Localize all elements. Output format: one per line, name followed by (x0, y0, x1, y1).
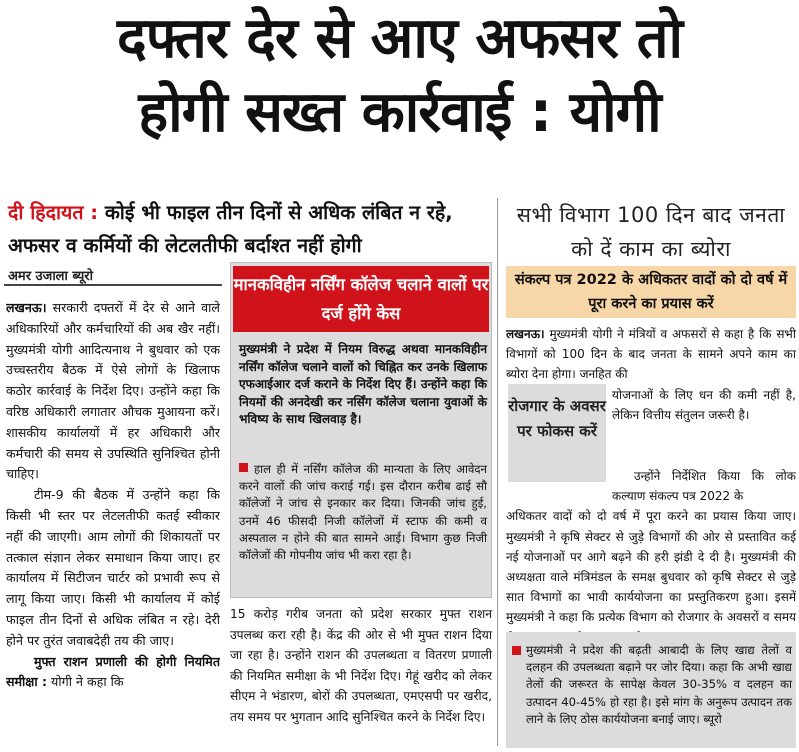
right-story-paragraph-2 (506, 466, 796, 648)
headline-line-1: दफ्तर देर से आए अफसर तो (116, 6, 683, 71)
deck (8, 196, 490, 262)
main-dateline: लखनऊ। (6, 300, 47, 315)
main-story-column (6, 298, 220, 748)
right-dateline: लखनऊ। (506, 327, 545, 341)
main-subheading: मुफ्त राशन प्रणाली की होगी नियमित समीक्षा : (6, 653, 220, 690)
pullquote-box: रोजगार के अवसर पर फोकस करें (508, 384, 606, 482)
right-story-subheading: संकल्प पत्र 2022 के अधिकतर वादों को दो वर्ष में पूरा करने का प्रयास करें (506, 266, 796, 318)
headline-line-2: होगी सख्त कार्रवाई : योगी (138, 80, 661, 145)
byline-rule (4, 284, 222, 286)
right-story-heading: सभी विभाग 100 दिन बाद जनता को दें काम का ब्योरा (516, 203, 786, 261)
bullet-square-icon (512, 646, 521, 655)
nursing-box-bullet (239, 461, 487, 564)
right-paragraph-1-text: मुख्यमंत्री योगी ने मंत्रियों व अफसरों से कहा है कि सभी विभागों को 100 दिन के बाद जनता के सामने अपने काम का ब्योरा देना होगा। जनहित की (506, 327, 796, 382)
oilseed-box-text: मुख्यमंत्री ने प्रदेश की बढ़ती आबादी के लिए खाद्य तेलों व दलहन की उपलब्धता बढ़ाने पर जोर दिया। कहा कि अभी खाद्य तेलों की जरूरत के सापेक्ष केवल 30-35% व दलहन का उत्पादन 40-45% हो रहा है। इसे मांग के अनुरूप उत्पादन तक लाने के लिए ठोस कार्ययोजना बनाई जाए। ब्यूरो (526, 643, 792, 726)
right-paragraph-2-text: अधिकतर वादों को दो वर्ष में पूरा करने का प्रयास किया जाए। मुख्यमंत्री ने कृषि सेक्टर से जुड़े विभागों की ओर से प्रस्तावित कई नई योजनाओं पर आगे बढ़ने की हरी झंडी दे दी है। मुख्यमंत्री की अध्यक्षता वाले मंत्रिमंडल के समक्ष बुधवार को कृषि सेक्टर से जुड़े सात विभागों का भावी कार्ययोजना का प्रस्तुतिकरण हुआ। इसमें मुख्यमंत्री ने कहा कि प्रत्येक विभाग को रोजगार के अवसरों व समय (506, 509, 796, 625)
bullet-square-icon (239, 463, 248, 472)
oilseed-box (506, 632, 796, 748)
nursing-box-bullet-text: हाल ही में नर्सिंग कॉलेज की मान्यता के लिए आवेदन करने वालों की जांच कराई गई। इस दौरान करीब ढाई सौ कॉलेजों ने जांच से इनकार कर दिया। जिनकी जांच हुई, उनमें 46 फीसदी निजी कॉलेजों में स्टाफ की कमी व अस्पताल न होने की बात सामने आई। विभाग कुछ निजी कॉलेजों की गोपनीय जांच भी करा रहा है। (239, 462, 487, 563)
main-story-continued: 15 करोड़ गरीब जनता को प्रदेश सरकार मुफ्त राशन उपलब्ध करा रही है। केंद्र की ओर से भी मुफ्त राशन दिया जा रहा है। उन्होंने राशन की उपलब्धता व वितरण प्रणाली की नियमित समीक्षा के भी निर्देश दिए। गेहूं खरीद को लेकर सीएम ने भंडारण, बोरों की उपलब्धता, एमएसपी पर खरीद, तय समय पर भुगतान आदि सुनिश्चित करने के निर्देश दिए। (230, 607, 492, 724)
deck-text: कोई भी फाइल तीन दिनों से अधिक लंबित न रहे, अफसर व कर्मियों की लेटलतीफी बर्दाश्त नहीं होगी (8, 201, 453, 257)
right-paragraph-1-narrow: योजनाओं के लिए धन की कमी नहीं है, लेकिन वित्तीय संतुलन जरूरी है। (612, 387, 796, 422)
nursing-box-lead: मुख्यमंत्री ने प्रदेश में नियम विरुद्ध अथवा मानकविहीन नर्सिंग कॉलेज चलाने वालों को चिह्नित कर उनके खिलाफ एफआईआर दर्ज कराने के निर्देश दिए हैं। उन्होंने कहा कि नियमों की अनदेखी कर नर्सिंग कॉलेज चलाना युवाओं के भविष्य के साथ खिलवाड़ है। (239, 342, 487, 426)
main-paragraph-2: टीम-9 की बैठक में उन्होंने कहा कि किसी भी स्तर पर लेटलतीफी कतई स्वीकार नहीं की जाएगी। आम लोगों की शिकायतों पर तत्काल संज्ञान लेकर समाधान किया जाए। हर कार्यालय में सिटीजन चार्टर को प्रभावी रूप से लागू किया जाए। किसी भी कार्यालय में कोई फाइल तीन दिनों से अधिक लंबित न रहे। देरी होने पर तुरंत जवाबदेही तय की जाए। (6, 487, 220, 648)
main-paragraph-1: सरकारी दफ्तरों में देर से आने वाले अधिकारियों और कर्मचारियों की अब खैर नहीं। मुख्यमंत्री योगी आदित्यनाथ ने बुधवार को एक उच्चस्तरीय बैठक में ऐसे लोगों के खिलाफ कठोर कार्रवाई के निर्देश दिए। उन्होंने कहा कि वरिष्ठ अधिकारी लगातार औचक मुआयना करें। शासकीय कार्यालयों में हर अधिकारी और कर्मचारी की समय से उपस्थिति सुनिश्चित होनी चाहिए। (6, 300, 220, 482)
main-subheading-text: योगी ने कहा कि (51, 674, 124, 690)
right-paragraph-2-narrow: उन्होंने निर्देशित किया कि लोक कल्याण संकल्प पत्र 2022 के (612, 469, 796, 504)
headline (0, 2, 799, 150)
nursing-box-heading: मानकविहीन नर्सिंग कॉलेज चलाने वालों पर दर्ज होंगे केस (233, 266, 489, 332)
byline: अमर उजाला ब्यूरो (8, 269, 93, 284)
nursing-college-box (230, 262, 492, 598)
column-rule (497, 198, 498, 746)
deck-label: दी हिदायत : (8, 201, 99, 224)
